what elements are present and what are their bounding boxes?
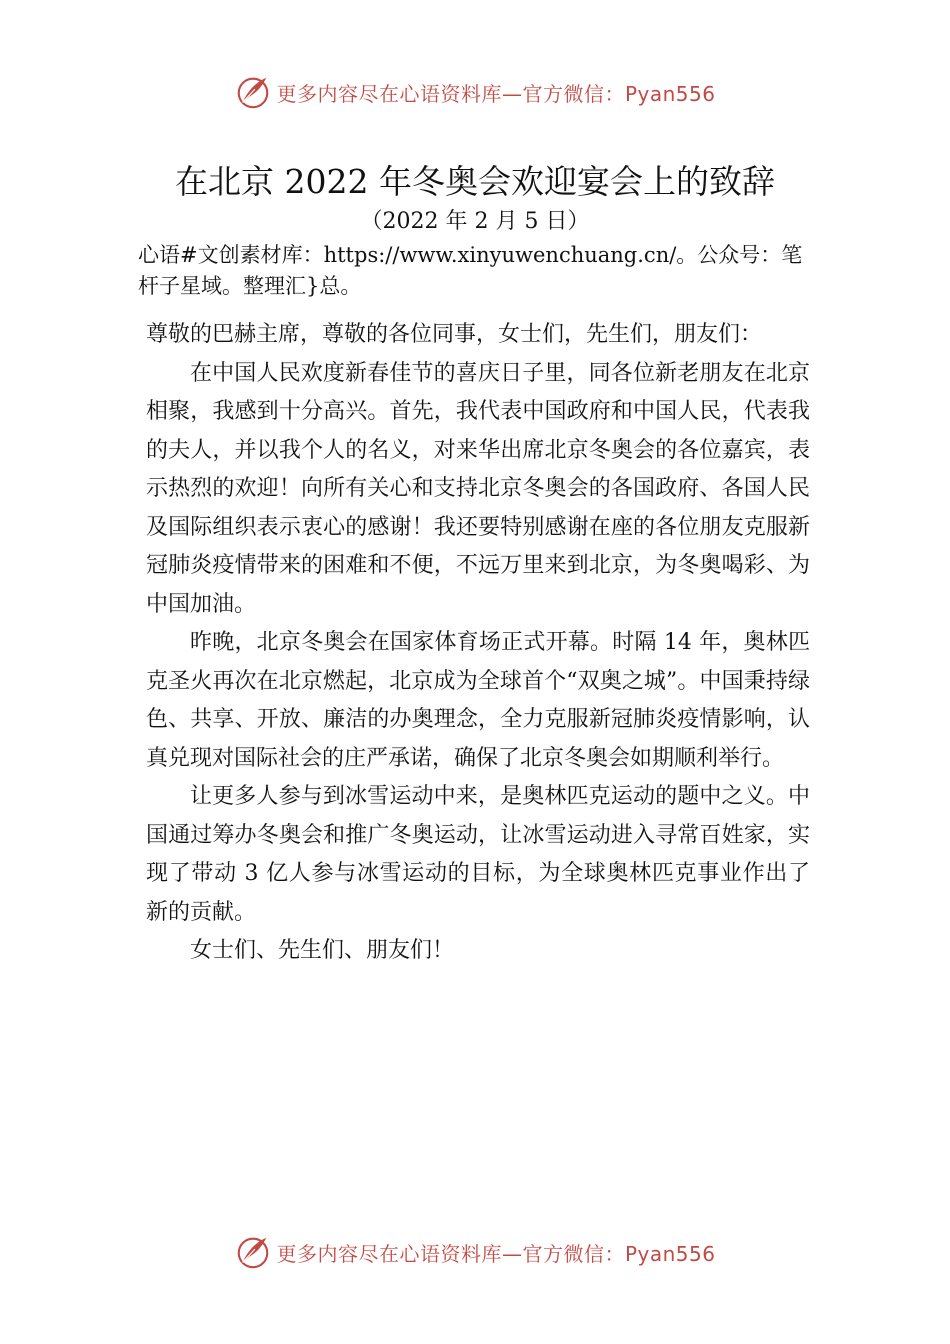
- paragraph: 女士们、先生们、朋友们！: [190, 938, 455, 963]
- salutation: 尊敬的巴赫主席，尊敬的各位同事，女士们，先生们，朋友们：: [146, 322, 763, 347]
- paragraph: 在中国人民欢度新春佳节的喜庆日子里，同各位新老朋友在北京相聚，我感到十分高兴。首先，我代表中国政府和中国人民，代表我的夫人，并以我个人的名义，对来华出席北京冬奥会的各位嘉宾，表示热烈的欢迎！向所有关心和支持北京冬奥会的各国政府、各国人民及国际组织表示衷心的感谢！我还要特别感谢在座的各位朋友克服新冠肺炎疫情带来的困难和不便，不远万里来到北京，为冬奥喝彩、为中国加油。: [146, 360, 810, 617]
- feather-quill-logo: [234, 73, 272, 111]
- speech-body: [146, 316, 810, 971]
- page-title: 在北京 2022 年冬奥会欢迎宴会上的致辞: [175, 162, 775, 201]
- paragraph: 让更多人参与到冰雪运动中来，是奥林匹克运动的题中之义。中国通过筹办冬奥会和推广冬奥运动，让冰雪运动进入寻常百姓家，实现了带动 3 亿人参与冰雪运动的目标，为全球奥林匹克事业作出了新的贡献。: [146, 784, 810, 925]
- footer-banner: [0, 1230, 950, 1274]
- banner-text: 更多内容尽在心语资料库—官方微信：Pyan556: [276, 81, 716, 106]
- banner-text: 更多内容尽在心语资料库—官方微信：Pyan556: [276, 1241, 716, 1266]
- speech-date: （2022 年 2 月 5 日）: [360, 209, 590, 234]
- paragraph: 昨晚，北京冬奥会在国家体育场正式开幕。时隔 14 年，奥林匹克圣火再次在北京燃起，北京成为全球首个“双奥之城”。中国秉持绿色、共享、开放、廉洁的办奥理念，全力克服新冠肺炎疫情影响，认真兑现对国际社会的庄严承诺，确保了北京冬奥会如期顺利举行。: [146, 630, 810, 771]
- source-watermark: 心语#文创素材库：https://www.xinyuwenchuang.cn/。公众号：笔杆子星域。整理汇}总。: [138, 243, 803, 298]
- header-banner: [0, 70, 950, 114]
- feather-quill-logo: [234, 1233, 272, 1271]
